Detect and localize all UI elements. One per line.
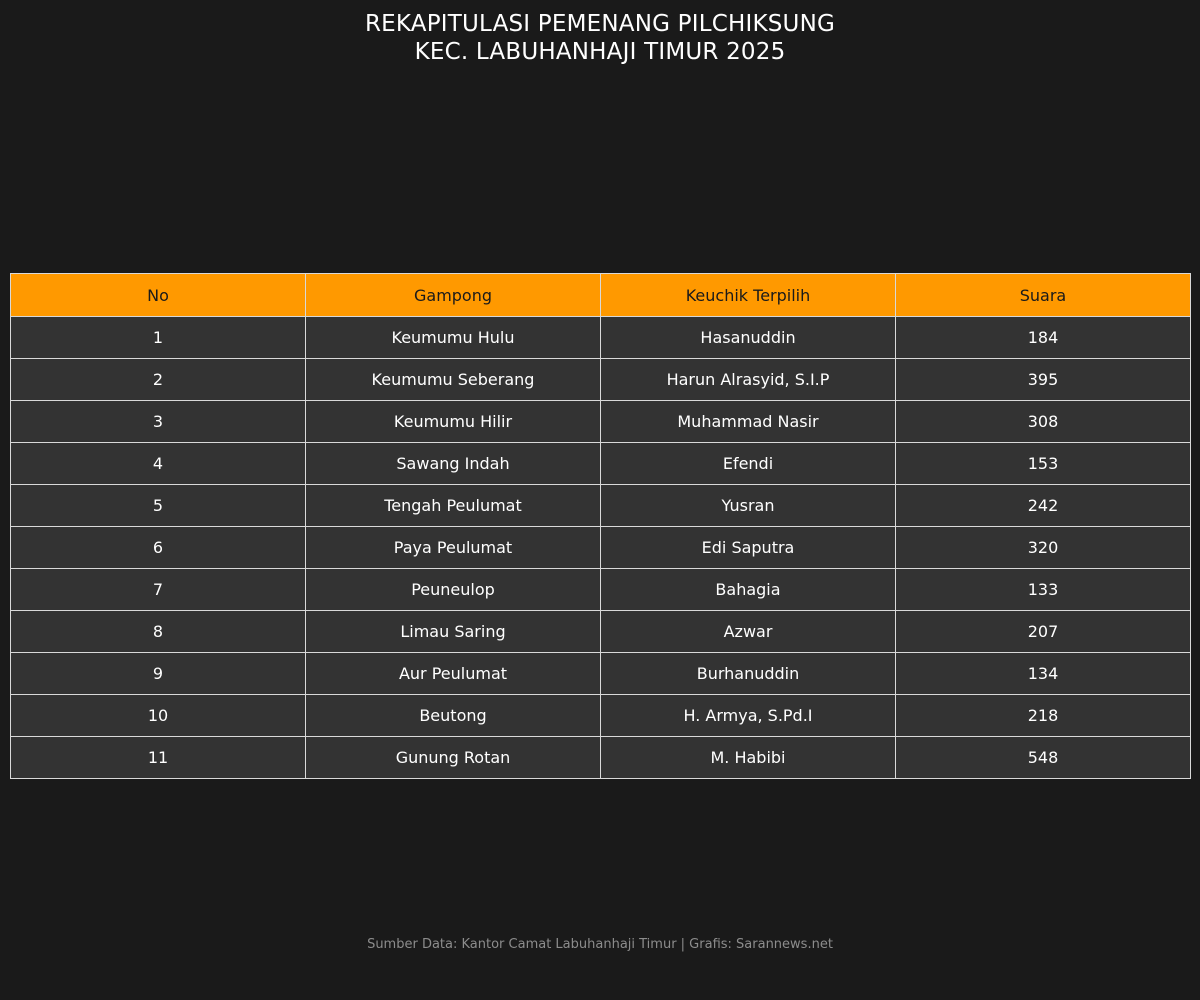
cell-no: 11	[11, 737, 306, 779]
table-row	[11, 569, 1191, 611]
cell-gampong: Limau Saring	[306, 611, 601, 653]
cell-suara: 395	[896, 359, 1191, 401]
cell-no: 5	[11, 485, 306, 527]
cell-suara: 207	[896, 611, 1191, 653]
cell-suara: 320	[896, 527, 1191, 569]
cell-gampong: Tengah Peulumat	[306, 485, 601, 527]
table-body	[11, 317, 1191, 779]
cell-keuchik: Azwar	[601, 611, 896, 653]
cell-suara: 308	[896, 401, 1191, 443]
table-row	[11, 401, 1191, 443]
cell-no: 6	[11, 527, 306, 569]
cell-no: 3	[11, 401, 306, 443]
table-header-row	[11, 274, 1191, 317]
table-row	[11, 527, 1191, 569]
cell-no: 4	[11, 443, 306, 485]
cell-gampong: Beutong	[306, 695, 601, 737]
cell-suara: 218	[896, 695, 1191, 737]
header-no: No	[11, 274, 306, 317]
cell-gampong: Keumumu Hulu	[306, 317, 601, 359]
cell-no: 8	[11, 611, 306, 653]
cell-keuchik: H. Armya, S.Pd.I	[601, 695, 896, 737]
header-suara: Suara	[896, 274, 1191, 317]
cell-gampong: Paya Peulumat	[306, 527, 601, 569]
source-footer: Sumber Data: Kantor Camat Labuhanhaji Timur | Grafis: Sarannews.net	[367, 937, 833, 952]
cell-suara: 184	[896, 317, 1191, 359]
header-gampong: Gampong	[306, 274, 601, 317]
chart-title	[0, 10, 1200, 66]
results-table-container	[10, 273, 1191, 779]
cell-suara: 153	[896, 443, 1191, 485]
cell-keuchik: Yusran	[601, 485, 896, 527]
cell-suara: 242	[896, 485, 1191, 527]
cell-gampong: Keumumu Seberang	[306, 359, 601, 401]
cell-keuchik: Harun Alrasyid, S.I.P	[601, 359, 896, 401]
cell-gampong: Aur Peulumat	[306, 653, 601, 695]
results-table	[10, 273, 1191, 779]
table-row	[11, 359, 1191, 401]
title-line-1: REKAPITULASI PEMENANG PILCHIKSUNG	[364, 11, 836, 37]
cell-keuchik: Muhammad Nasir	[601, 401, 896, 443]
cell-gampong: Peuneulop	[306, 569, 601, 611]
table-row	[11, 485, 1191, 527]
table-row	[11, 317, 1191, 359]
cell-no: 9	[11, 653, 306, 695]
table-row	[11, 443, 1191, 485]
cell-gampong: Keumumu Hilir	[306, 401, 601, 443]
cell-suara: 548	[896, 737, 1191, 779]
cell-no: 10	[11, 695, 306, 737]
cell-keuchik: Hasanuddin	[601, 317, 896, 359]
header-keuchik: Keuchik Terpilih	[601, 274, 896, 317]
table-row	[11, 695, 1191, 737]
cell-no: 1	[11, 317, 306, 359]
cell-keuchik: M. Habibi	[601, 737, 896, 779]
cell-keuchik: Edi Saputra	[601, 527, 896, 569]
cell-gampong: Gunung Rotan	[306, 737, 601, 779]
cell-no: 2	[11, 359, 306, 401]
cell-suara: 134	[896, 653, 1191, 695]
cell-keuchik: Efendi	[601, 443, 896, 485]
cell-no: 7	[11, 569, 306, 611]
cell-keuchik: Burhanuddin	[601, 653, 896, 695]
table-row	[11, 653, 1191, 695]
cell-gampong: Sawang Indah	[306, 443, 601, 485]
cell-keuchik: Bahagia	[601, 569, 896, 611]
cell-suara: 133	[896, 569, 1191, 611]
table-row	[11, 737, 1191, 779]
title-line-2: KEC. LABUHANHAJI TIMUR 2025	[414, 39, 786, 65]
table-row	[11, 611, 1191, 653]
